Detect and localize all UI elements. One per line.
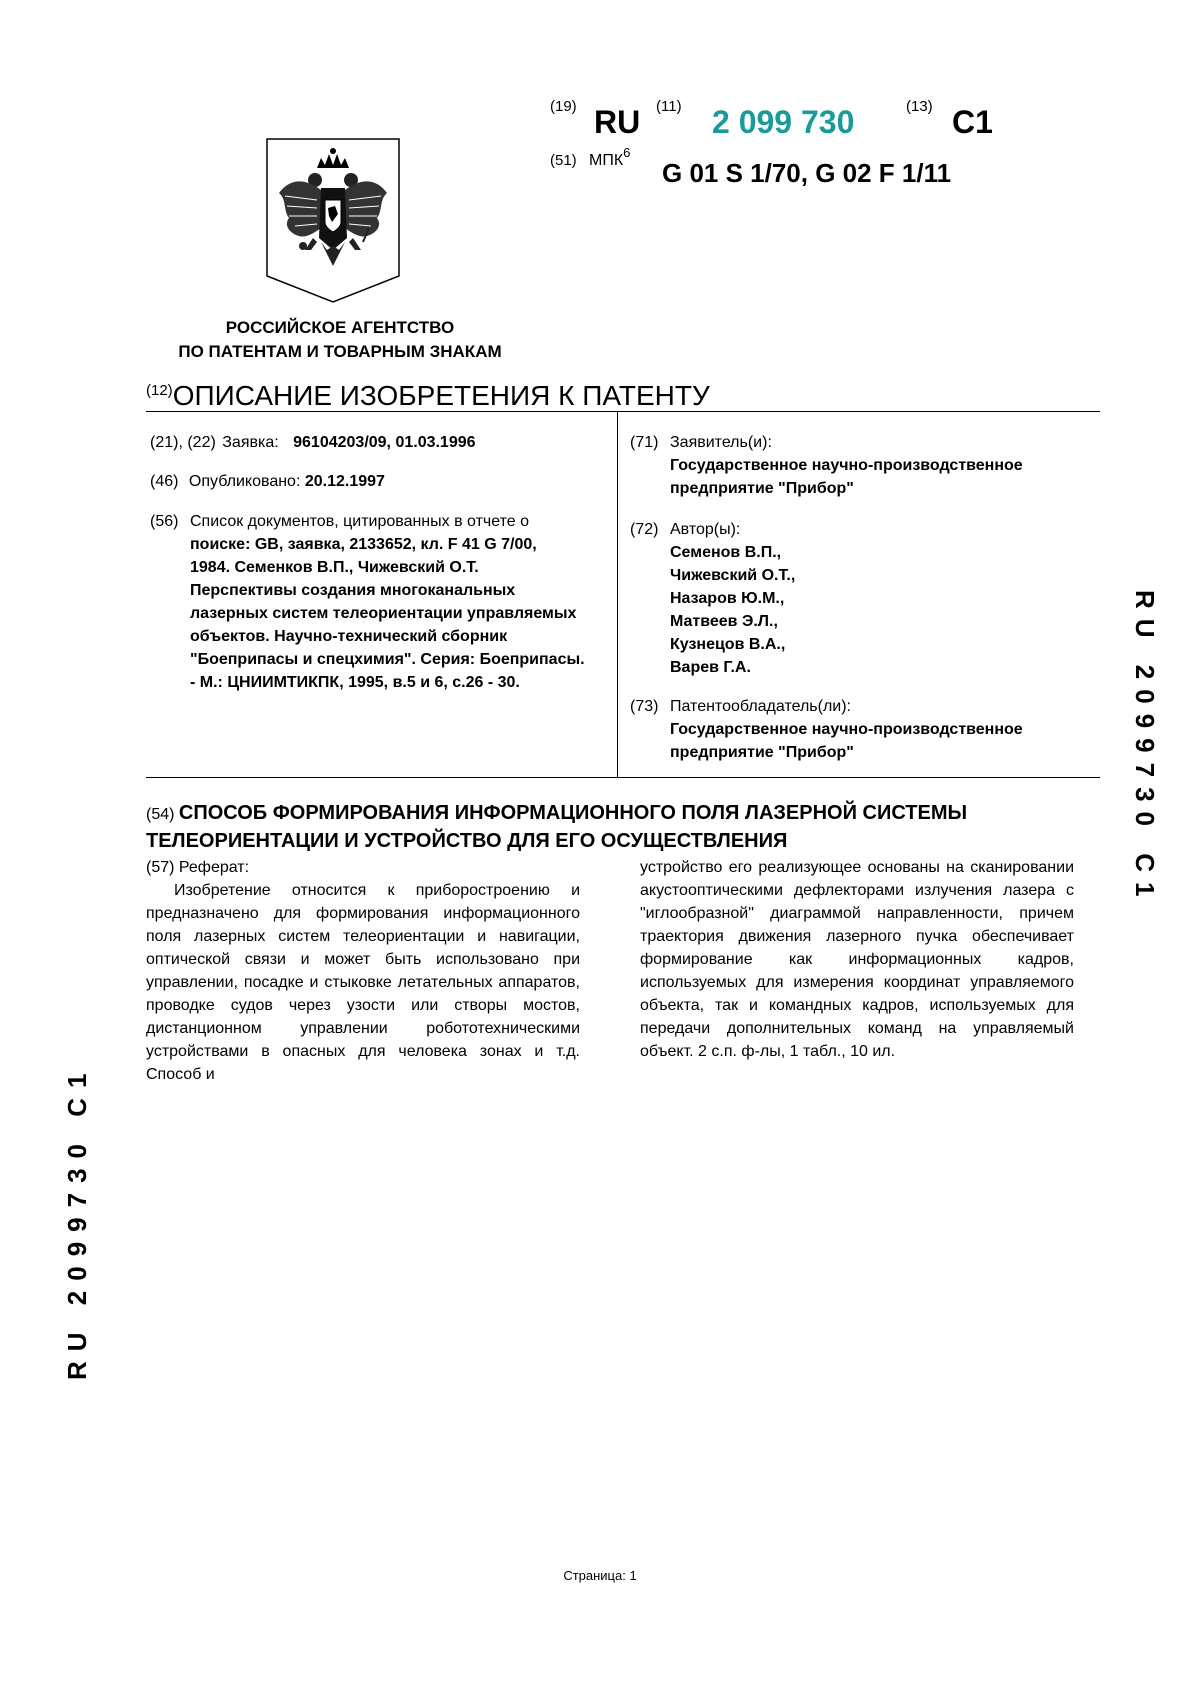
side-label-left: RU 2099730 C1 <box>62 1063 92 1380</box>
mpk-label: МПК$^6$ <box>589 145 631 169</box>
code-54: (54) <box>146 806 175 823</box>
author-name: Семенов В.П., <box>670 544 782 561</box>
applicant-label: Заявитель(и): <box>670 434 772 451</box>
country-code: RU <box>594 104 641 140</box>
author-name: Матвеев Э.Л., <box>670 613 778 630</box>
page-number: Страница: 1 <box>563 1568 637 1583</box>
citation-line: - М.: ЦНИИМТИКПК, 1995, в.5 и 6, с.26 - 30. <box>190 674 520 691</box>
code-71: (71) <box>630 434 659 451</box>
code-57: (57) <box>146 859 175 876</box>
document-type <box>146 380 710 412</box>
citation-line: Перспективы создания многоканальных <box>190 582 516 599</box>
code-21-22: (21), (22) <box>150 434 216 451</box>
holder-line: предприятие "Прибор" <box>670 744 854 761</box>
citation-line: Список документов, цитированных в отчете о <box>190 513 529 530</box>
abstract-heading <box>146 856 249 880</box>
code-72: (72) <box>630 521 659 538</box>
published-value: 20.12.1997 <box>304 473 385 490</box>
field-authors <box>630 518 1100 683</box>
agency-line-1: РОССИЙСКОЕ АГЕНТСТВО <box>225 318 455 337</box>
coat-of-arms-emblem <box>265 138 401 303</box>
citation-line: 1984. Семенков В.П., Чижевский О.Т. <box>190 559 479 576</box>
abstract-label: Реферат: <box>178 859 250 876</box>
ipc-classes: G 01 S 1/70, G 02 F 1/11 <box>662 158 952 188</box>
holder-label: Патентообладатель(ли): <box>670 698 851 715</box>
invention-title-line-2: ТЕЛЕОРИЕНТАЦИИ И УСТРОЙСТВО ДЛЯ ЕГО ОСУЩЕСТВЛЕНИЯ <box>146 830 788 852</box>
application-value: 96104203/09, 01.03.1996 <box>293 434 476 451</box>
author-name: Варев Г.А. <box>670 659 751 676</box>
invention-title-line-1: СПОСОБ ФОРМИРОВАНИЯ ИНФОРМАЦИОННОГО ПОЛЯ ЛАЗЕРНОЙ СИСТЕМЫ <box>178 802 968 824</box>
holder-line: Государственное научно-производственное <box>670 721 1023 738</box>
kind-code: C1 <box>952 104 993 140</box>
code-19: (19) <box>550 98 577 115</box>
application-label: Заявка: <box>222 434 279 451</box>
authors-label: Автор(ы): <box>670 521 741 538</box>
field-patent-holder <box>630 695 1100 767</box>
citation-line: объектов. Научно-технический сборник <box>190 628 508 645</box>
invention-title <box>146 800 1100 854</box>
agency-name <box>150 316 530 364</box>
citation-line: поиске: GB, заявка, 2133652, кл. F 41 G 7/00, <box>190 536 537 553</box>
applicant-line: предприятие "Прибор" <box>670 480 854 497</box>
citation-line: "Боеприпасы и спецхимия". Серия: Боеприпасы. <box>190 651 585 668</box>
field-citations <box>150 510 610 700</box>
title-divider <box>146 411 1100 412</box>
bibliographic-divider <box>146 777 1100 778</box>
field-application <box>150 431 600 455</box>
code-13: (13) <box>906 98 933 115</box>
side-label-right: RU 2099730 C1 <box>1130 590 1160 907</box>
published-label: Опубликовано: <box>188 473 301 490</box>
field-applicant <box>630 431 1100 503</box>
code-46: (46) <box>150 473 179 490</box>
citation-line: лазерных систем телеориентации управляемых <box>190 605 577 622</box>
agency-line-2: ПО ПАТЕНТАМ И ТОВАРНЫМ ЗНАКАМ <box>178 342 502 361</box>
author-name: Чижевский О.Т., <box>670 567 796 584</box>
abstract-right-column: устройство его реализующее основаны на сканировании акустооптическими дефлекторами излучения лазера с "иглообразной" диаграммой направленности, причем траектория движения лазерного пучка обеспечивает формирование как информационных кадров, используемых для измерения координат управляемого объекта, так и командных кадров, используемых для передачи дополнительных команд на управляемый объект. 2 с.п. ф-лы, 1 табл., 10 ил. <box>640 859 1074 1060</box>
code-56: (56) <box>150 513 179 530</box>
author-name: Кузнецов В.А., <box>670 636 786 653</box>
code-51: (51) <box>550 152 577 169</box>
field-published <box>150 470 600 494</box>
applicant-line: Государственное научно-производственное <box>670 457 1023 474</box>
code-11: (11) <box>656 98 682 115</box>
code-12: (12) <box>146 382 173 399</box>
abstract-left-column: Изобретение относится к приборостроению и предназначено для формирования информационного поля лазерных систем телеориентации и навигации, оптической связи и может быть использовано при управлении, посадке и стыковке летательных аппаратов, проводке судов через узости или створы мостов, дистанционном управлении робототехническими устройствами в опасных для человека зонах и т.д. Способ и <box>146 882 580 1083</box>
document-type-title: ОПИСАНИЕ ИЗОБРЕТЕНИЯ К ПАТЕНТУ <box>172 380 710 411</box>
patent-number: 2 099 730 <box>712 104 855 140</box>
author-name: Назаров Ю.М., <box>670 590 785 607</box>
code-73: (73) <box>630 698 659 715</box>
